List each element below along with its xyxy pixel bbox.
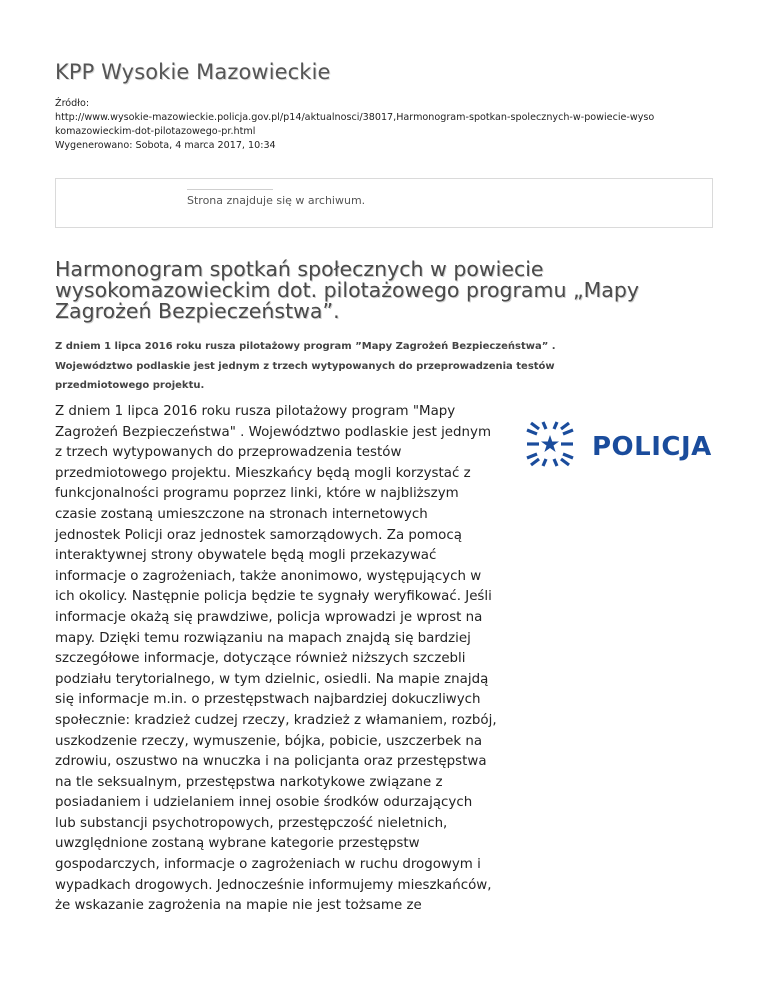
body-line: informacje o zagrożeniach, także anonimowo, występujących w <box>55 568 482 584</box>
body-line: lub substancji psychotropowych, przestępczość nieletnich, <box>55 815 448 831</box>
body-line: jednostek Policji oraz jednostek samorządowych. Za pomocą <box>55 527 462 543</box>
body-line: ich okolicy. Następnie policja będzie te sygnały weryfikować. Jeśli <box>55 589 492 605</box>
body-line: społecznie: kradzież cudzej rzeczy, kradzież z włamaniem, rozbój, <box>55 712 497 728</box>
archive-notice-text: Strona znajduje się w archiwum. <box>187 194 366 207</box>
article-lead <box>55 337 715 396</box>
article-title-line: Zagrożeń Bezpieczeństwa”. <box>55 299 340 323</box>
lead-line: Z dniem 1 lipca 2016 roku rusza pilotażowy program ”Mapy Zagrożeń Bezpieczeństwa” . <box>55 341 556 352</box>
logo-text: POLICJA <box>592 432 712 462</box>
body-line: szczegółowe informacje, dotyczące również niższych szczebli <box>55 651 466 667</box>
source-url-line-1: http://www.wysokie-mazowieckie.policja.gov.pl/p14/aktualnosci/38017,Harmonogram-spotkan-spolecznych-w-powiecie-wyso <box>55 112 655 123</box>
lead-line: Województwo podlaskie jest jednym z trzech wytypowanych do przeprowadzenia testów <box>55 360 555 372</box>
body-line: się informacje m.in. o przestępstwach najbardziej dokuczliwych <box>55 692 481 708</box>
body-line: uszkodzenie rzeczy, wymuszenie, bójka, pobicie, uszczerbek na <box>55 733 483 749</box>
body-line: Zagrożeń Bezpieczeństwa" . Województwo podlaskie jest jednym <box>55 424 491 440</box>
body-line: informacje okażą się prawdziwe, policja wprowadzi je wprost na <box>55 609 483 625</box>
body-line: przedmiotowego projektu. Mieszkańcy będą mogli korzystać z <box>55 465 471 481</box>
body-line: funkcjonalności programu poprzez linki, które w najbliższym <box>55 486 459 502</box>
body-line: uwzględnione zostaną wybrane kategorie przestępstw <box>55 836 420 852</box>
article-title-line: Harmonogram spotkań społecznych w powiecie <box>55 257 544 281</box>
body-line: z trzech wytypowanych do przeprowadzenia testów <box>55 445 402 461</box>
body-line: że wskazanie zagrożenia na mapie nie jest tożsame ze <box>55 898 422 914</box>
article-title-line: wysokomazowieckim dot. pilotażowego programu „Mapy <box>55 278 639 302</box>
source-url-line-2: komazowieckim-dot-pilotazowego-pr.html <box>55 126 256 137</box>
body-line: gospodarczych, informacje o zagrożeniach w ruchu drogowym i <box>55 857 481 873</box>
body-line: podziału terytorialnego, w tym dzielnic, osiedli. Na mapie znajdą <box>55 671 489 687</box>
article-title <box>55 259 715 322</box>
source-label: Źródło: <box>55 98 90 109</box>
source-meta <box>55 97 725 153</box>
body-line: wypadkach drogowych. Jednocześnie informujemy mieszkańców, <box>55 877 492 893</box>
body-line: interaktywnej strony obywatele będą mogli przekazywać <box>55 548 437 564</box>
site-title: KPP Wysokie Mazowieckie <box>55 60 331 84</box>
archive-notice-box <box>55 178 713 228</box>
body-line: czasie zostaną umieszczone na stronach internetowych <box>55 506 428 522</box>
lead-line: przedmiotowego projektu. <box>55 380 205 391</box>
body-line: zdrowiu, oszustwo na wnuczka i na policjanta oraz przestępstwa <box>55 754 487 770</box>
policja-logo <box>517 400 713 494</box>
archive-divider <box>187 189 273 190</box>
generated-timestamp: Wygenerowano: Sobota, 4 marca 2017, 10:34 <box>55 140 276 151</box>
police-star-icon <box>517 400 713 494</box>
body-line: mapy. Dzięki temu rozwiązaniu na mapach znajdą się bardziej <box>55 630 471 646</box>
body-line: Z dniem 1 lipca 2016 roku rusza pilotażowy program "Mapy <box>55 404 456 419</box>
body-line: posiadaniem i udzielaniem innej osobie środków odurzających <box>55 795 473 811</box>
article-body <box>55 402 525 917</box>
body-line: na tle seksualnym, przestępstwa narkotykowe związane z <box>55 774 443 790</box>
